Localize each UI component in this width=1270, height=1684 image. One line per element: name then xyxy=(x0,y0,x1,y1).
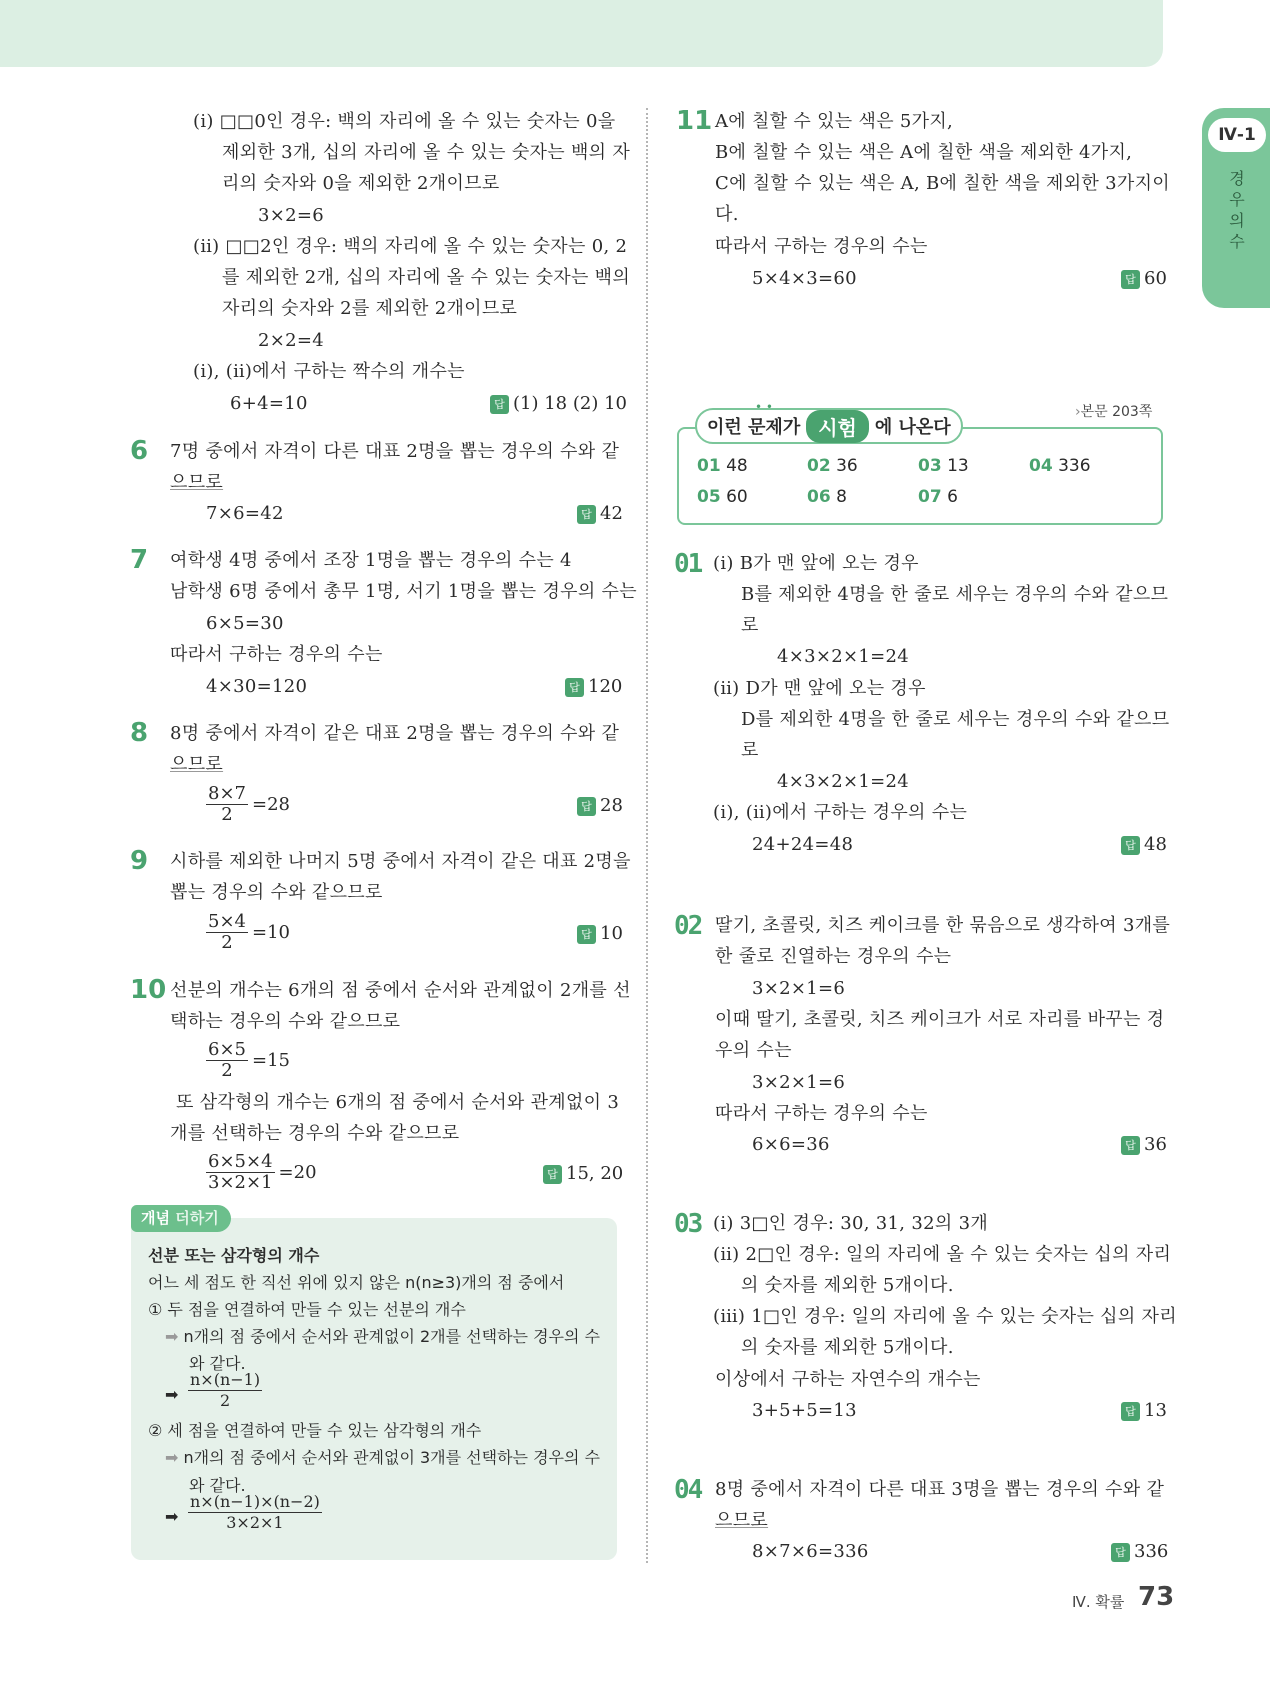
exam-item-03 xyxy=(918,456,969,476)
q01-line-3: 로 xyxy=(741,615,759,636)
answer-q01 xyxy=(1121,833,1167,857)
cont-line-6: 를 제외한 2개, 십의 자리에 올 수 있는 숫자는 백의 xyxy=(222,267,631,288)
cont-line-9: (ⅰ), (ⅱ)에서 구하는 짝수의 개수는 xyxy=(193,361,465,382)
footer-section: Ⅳ. 확률 xyxy=(1072,1593,1125,1611)
q01-line-7: 로 xyxy=(741,740,759,761)
concept-line-5: ② 세 점을 연결하여 만들 수 있는 삼각형의 개수 xyxy=(148,1421,482,1440)
p8-frac-numerator: 8×7 xyxy=(208,783,246,804)
q02-line-3: 3×2×1=6 xyxy=(752,978,846,999)
cont-line-4: 3×2=6 xyxy=(258,205,325,226)
concept-frac1-numerator: n×(n−1) xyxy=(190,1370,261,1389)
concept-line-3-row xyxy=(165,1326,600,1348)
exam-title-highlight: 시험 xyxy=(806,410,869,443)
answer-badge: 답 xyxy=(577,925,596,944)
cont-line-8: 2×2=4 xyxy=(258,330,325,351)
p10-line-4: 개를 선택하는 경우의 수와 같으므로 xyxy=(170,1123,460,1144)
p7-line-5: 4×30=120 xyxy=(206,676,308,697)
q03-line-5: 의 숫자를 제외한 5개이다. xyxy=(741,1337,954,1358)
exam-item-key: 06 xyxy=(807,487,831,507)
p8-frac-denominator: 2 xyxy=(221,804,233,825)
problem-9-number: 9 xyxy=(130,846,149,876)
answer-badge: 답 xyxy=(577,505,596,524)
p6-line-3: 7×6=42 xyxy=(206,503,284,524)
exam-item-key: 07 xyxy=(918,487,942,507)
answer-p10 xyxy=(543,1162,623,1186)
p10-frac2-numerator: 6×5×4 xyxy=(208,1151,273,1172)
p9-line-2: 뽑는 경우의 수와 같으므로 xyxy=(170,882,383,903)
answer-q03 xyxy=(1121,1399,1167,1423)
p7-line-4: 따라서 구하는 경우의 수는 xyxy=(170,644,383,665)
arrow-icon: ➡ xyxy=(165,1448,179,1467)
p9-frac-denominator: 2 xyxy=(221,932,233,953)
concept-frac2-denominator: 3×2×1 xyxy=(226,1513,284,1532)
p11-line-4: 다. xyxy=(715,204,739,225)
concept-frac1-denominator: 2 xyxy=(219,1391,231,1410)
top-header-band xyxy=(0,0,1163,67)
answer-badge: 답 xyxy=(1121,1402,1140,1421)
cont-line-10: 6+4=10 xyxy=(230,393,308,414)
cont-line-7: 자리의 숫자와 2를 제외한 2개이므로 xyxy=(222,298,518,319)
exam-title-a: 이런 문제가 xyxy=(707,417,801,438)
answer-p8 xyxy=(577,794,623,818)
p7-line-2: 남학생 6명 중에서 총무 1명, 서기 1명을 뽑는 경우의 수는 xyxy=(170,581,637,602)
q03-line-6: 이상에서 구하는 자연수의 개수는 xyxy=(715,1369,981,1390)
q03-line-7: 3+5+5=13 xyxy=(752,1400,857,1421)
answer-value: 120 xyxy=(588,676,623,697)
concept-fraction-1 xyxy=(188,1370,262,1411)
chapter-unit-label: Ⅳ-1 xyxy=(1208,118,1266,152)
p10-frac2-result: =20 xyxy=(278,1162,317,1183)
exam-q01-number: 01 xyxy=(674,549,702,579)
exam-q04-number: 04 xyxy=(674,1475,702,1505)
concept-frac2-numerator: n×(n−1)×(n−2) xyxy=(190,1492,320,1511)
q02-line-8: 6×6=36 xyxy=(752,1134,830,1155)
concept-line-7: 와 같다. xyxy=(189,1476,246,1495)
answer-cont xyxy=(490,392,627,416)
answer-value: 36 xyxy=(1144,1134,1167,1155)
p10-line-2: 택하는 경우의 수와 같으므로 xyxy=(170,1011,401,1032)
exam-item-02 xyxy=(807,456,858,476)
exam-title-b: 에 나온다 xyxy=(874,417,951,438)
p11-line-1: A에 칠할 수 있는 색은 5가지, xyxy=(715,111,954,132)
column-divider xyxy=(646,108,648,1563)
exam-item-value: 48 xyxy=(726,456,748,476)
p8-frac-result: =28 xyxy=(252,794,290,815)
q02-line-5: 우의 수는 xyxy=(715,1040,792,1061)
q01-line-5: (ⅱ) D가 맨 앞에 오는 경우 xyxy=(713,678,926,699)
textbook-page-reference[interactable]: ›본문 203쪽 xyxy=(1075,404,1153,420)
p10-line-3: 또 삼각형의 개수는 6개의 점 중에서 순서와 관계없이 3 xyxy=(176,1092,620,1113)
q01-line-9: (ⅰ), (ⅱ)에서 구하는 경우의 수는 xyxy=(713,802,968,823)
p10-line-1: 선분의 개수는 6개의 점 중에서 순서와 관계없이 2개를 선 xyxy=(170,980,631,1001)
concept-fraction-2 xyxy=(188,1492,322,1533)
p9-fraction xyxy=(206,912,290,953)
q01-line-10: 24+24=48 xyxy=(752,834,854,855)
q02-line-6: 3×2×1=6 xyxy=(752,1072,846,1093)
exam-item-01 xyxy=(697,456,748,476)
p6-line-1: 7명 중에서 자격이 다른 대표 2명을 뽑는 경우의 수와 같 xyxy=(170,441,620,462)
q03-line-1: (ⅰ) 3□인 경우: 30, 31, 32의 3개 xyxy=(713,1213,989,1234)
q04-line-3: 8×7×6=336 xyxy=(752,1541,869,1562)
problem-10-number: 10 xyxy=(130,975,167,1005)
concept-line-2: ① 두 점을 연결하여 만들 수 있는 선분의 개수 xyxy=(148,1300,466,1319)
concept-tag xyxy=(131,1205,231,1232)
q02-line-4: 이때 딸기, 초콜릿, 치즈 케이크가 서로 자리를 바꾸는 경 xyxy=(715,1009,1165,1030)
exam-item-key: 03 xyxy=(918,456,942,476)
p9-frac-numerator: 5×4 xyxy=(208,911,246,932)
concept-line-1: 어느 세 점도 한 직선 위에 있지 않은 n(n≥3)개의 점 중에서 xyxy=(148,1273,565,1292)
problem-8-number: 8 xyxy=(130,718,149,748)
p11-line-2: B에 칠할 수 있는 색은 A에 칠한 색을 제외한 4가지, xyxy=(715,142,1133,163)
answer-badge: 답 xyxy=(577,797,596,816)
q01-line-4: 4×3×2×1=24 xyxy=(777,646,910,667)
p10-fraction-1 xyxy=(206,1040,290,1081)
answer-badge: 답 xyxy=(1121,1136,1140,1155)
exam-item-value: 336 xyxy=(1058,456,1091,476)
exam-item-key: 01 xyxy=(697,456,721,476)
p7-line-1: 여학생 4명 중에서 조장 1명을 뽑는 경우의 수는 4 xyxy=(170,550,572,571)
answer-q02 xyxy=(1121,1133,1167,1157)
problem-11-number: 11 xyxy=(676,106,713,136)
exam-item-06 xyxy=(807,487,847,507)
answer-value: (1) 18 (2) 10 xyxy=(513,393,627,414)
answer-badge: 답 xyxy=(1121,836,1140,855)
concept-line-6-row xyxy=(165,1447,600,1469)
answer-p7 xyxy=(565,675,622,699)
q04-line-1: 8명 중에서 자격이 다른 대표 3명을 뽑는 경우의 수와 같 xyxy=(715,1479,1165,1500)
q01-line-2: B를 제외한 4명을 한 줄로 세우는 경우의 수와 같으므 xyxy=(741,584,1169,605)
p10-frac1-result: =15 xyxy=(252,1050,290,1071)
exam-item-key: 05 xyxy=(697,487,721,507)
exam-item-value: 13 xyxy=(947,456,969,476)
exam-item-key: 02 xyxy=(807,456,831,476)
p10-frac1-numerator: 6×5 xyxy=(208,1039,246,1060)
answer-badge: 답 xyxy=(565,678,584,697)
chapter-title-vertical: 경우의 수 xyxy=(1229,169,1245,251)
answer-badge: 답 xyxy=(490,395,509,414)
q02-line-1: 딸기, 초콜릿, 치즈 케이크를 한 묶음으로 생각하여 3개를 xyxy=(715,915,1171,936)
concept-line-6: n개의 점 중에서 순서와 관계없이 3개를 선택하는 경우의 수 xyxy=(183,1448,600,1467)
p10-frac1-denominator: 2 xyxy=(221,1060,233,1081)
exam-item-05 xyxy=(697,487,748,507)
p11-line-6: 5×4×3=60 xyxy=(752,268,857,289)
concept-arrow-2: ➡ xyxy=(165,1507,179,1526)
p10-fraction-2 xyxy=(206,1152,317,1193)
answer-p11 xyxy=(1121,267,1167,291)
answer-value: 13 xyxy=(1144,1400,1167,1421)
cont-line-3: 리의 숫자와 0을 제외한 2개이므로 xyxy=(222,173,500,194)
q03-line-3: 의 숫자를 제외한 5개이다. xyxy=(741,1275,954,1296)
p7-line-3: 6×5=30 xyxy=(206,613,284,634)
q03-line-4: (ⅲ) 1□인 경우: 일의 자리에 올 수 있는 숫자는 십의 자리 xyxy=(713,1306,1177,1327)
exam-box-title xyxy=(695,408,963,444)
p11-line-3: C에 칠할 수 있는 색은 A, B에 칠한 색을 제외한 3가지이 xyxy=(715,173,1170,194)
p9-frac-result: =10 xyxy=(252,922,290,943)
exam-item-value: 8 xyxy=(836,487,847,507)
answer-q04 xyxy=(1111,1540,1168,1564)
cont-line-1: (ⅰ) □□0인 경우: 백의 자리에 올 수 있는 숫자는 0을 xyxy=(193,111,616,132)
answer-value: 336 xyxy=(1134,1541,1169,1562)
concept-tag-b: 더하기 xyxy=(175,1209,219,1227)
chapter-side-tab[interactable] xyxy=(1202,108,1270,308)
exam-item-04 xyxy=(1029,456,1091,476)
q02-line-7: 따라서 구하는 경우의 수는 xyxy=(715,1103,928,1124)
concept-arrow-1: ➡ xyxy=(165,1385,179,1404)
arrow-icon: ➡ xyxy=(165,1327,179,1346)
reference-text: 본문 203쪽 xyxy=(1080,404,1153,420)
answer-value: 28 xyxy=(600,795,623,816)
emphasis-dots: • • xyxy=(755,400,773,414)
concept-tag-a: 개념 xyxy=(141,1209,170,1227)
answer-value: 42 xyxy=(600,503,623,524)
answer-value: 60 xyxy=(1144,268,1167,289)
answer-value: 15, 20 xyxy=(566,1163,624,1184)
answer-value: 10 xyxy=(600,923,623,944)
q04-line-2: 으므로 xyxy=(715,1510,769,1531)
exam-q02-number: 02 xyxy=(674,911,702,941)
p11-line-5: 따라서 구하는 경우의 수는 xyxy=(715,236,928,257)
concept-line-3: n개의 점 중에서 순서와 관계없이 2개를 선택하는 경우의 수 xyxy=(183,1327,600,1346)
exam-item-value: 60 xyxy=(726,487,748,507)
exam-item-key: 04 xyxy=(1029,456,1053,476)
q01-line-1: (ⅰ) B가 맨 앞에 오는 경우 xyxy=(713,553,919,574)
cont-line-2: 제외한 3개, 십의 자리에 올 수 있는 숫자는 백의 자 xyxy=(222,142,631,163)
exam-item-07 xyxy=(918,487,958,507)
problem-7-number: 7 xyxy=(130,545,149,575)
answer-badge: 답 xyxy=(1121,270,1140,289)
p8-line-1: 8명 중에서 자격이 같은 대표 2명을 뽑는 경우의 수와 같 xyxy=(170,723,620,744)
p6-line-2: 으므로 xyxy=(170,472,224,493)
answer-badge: 답 xyxy=(543,1165,562,1184)
p10-frac2-denominator: 3×2×1 xyxy=(208,1172,273,1193)
answer-value: 48 xyxy=(1144,834,1167,855)
exam-q03-number: 03 xyxy=(674,1209,702,1239)
q01-line-8: 4×3×2×1=24 xyxy=(777,771,910,792)
answer-badge: 답 xyxy=(1111,1543,1130,1562)
answer-p9 xyxy=(577,922,623,946)
q03-line-2: (ⅱ) 2□인 경우: 일의 자리에 올 수 있는 숫자는 십의 자리 xyxy=(713,1244,1172,1265)
page-number: 73 xyxy=(1138,1582,1175,1612)
p8-fraction xyxy=(206,784,290,825)
exam-item-value: 6 xyxy=(947,487,958,507)
cont-line-5: (ⅱ) □□2인 경우: 백의 자리에 올 수 있는 숫자는 0, 2 xyxy=(193,236,628,257)
answer-p6 xyxy=(577,502,623,526)
p9-line-1: 시하를 제외한 나머지 5명 중에서 자격이 같은 대표 2명을 xyxy=(170,851,631,872)
concept-title: 선분 또는 삼각형의 개수 xyxy=(148,1246,320,1265)
q02-line-2: 한 줄로 진열하는 경우의 수는 xyxy=(715,946,952,967)
p8-line-2: 으므로 xyxy=(170,754,224,775)
q01-line-6: D를 제외한 4명을 한 줄로 세우는 경우의 수와 같으므 xyxy=(741,709,1170,730)
problem-6-number: 6 xyxy=(130,436,149,466)
exam-item-value: 36 xyxy=(836,456,858,476)
concept-line-4: 와 같다. xyxy=(189,1354,246,1373)
